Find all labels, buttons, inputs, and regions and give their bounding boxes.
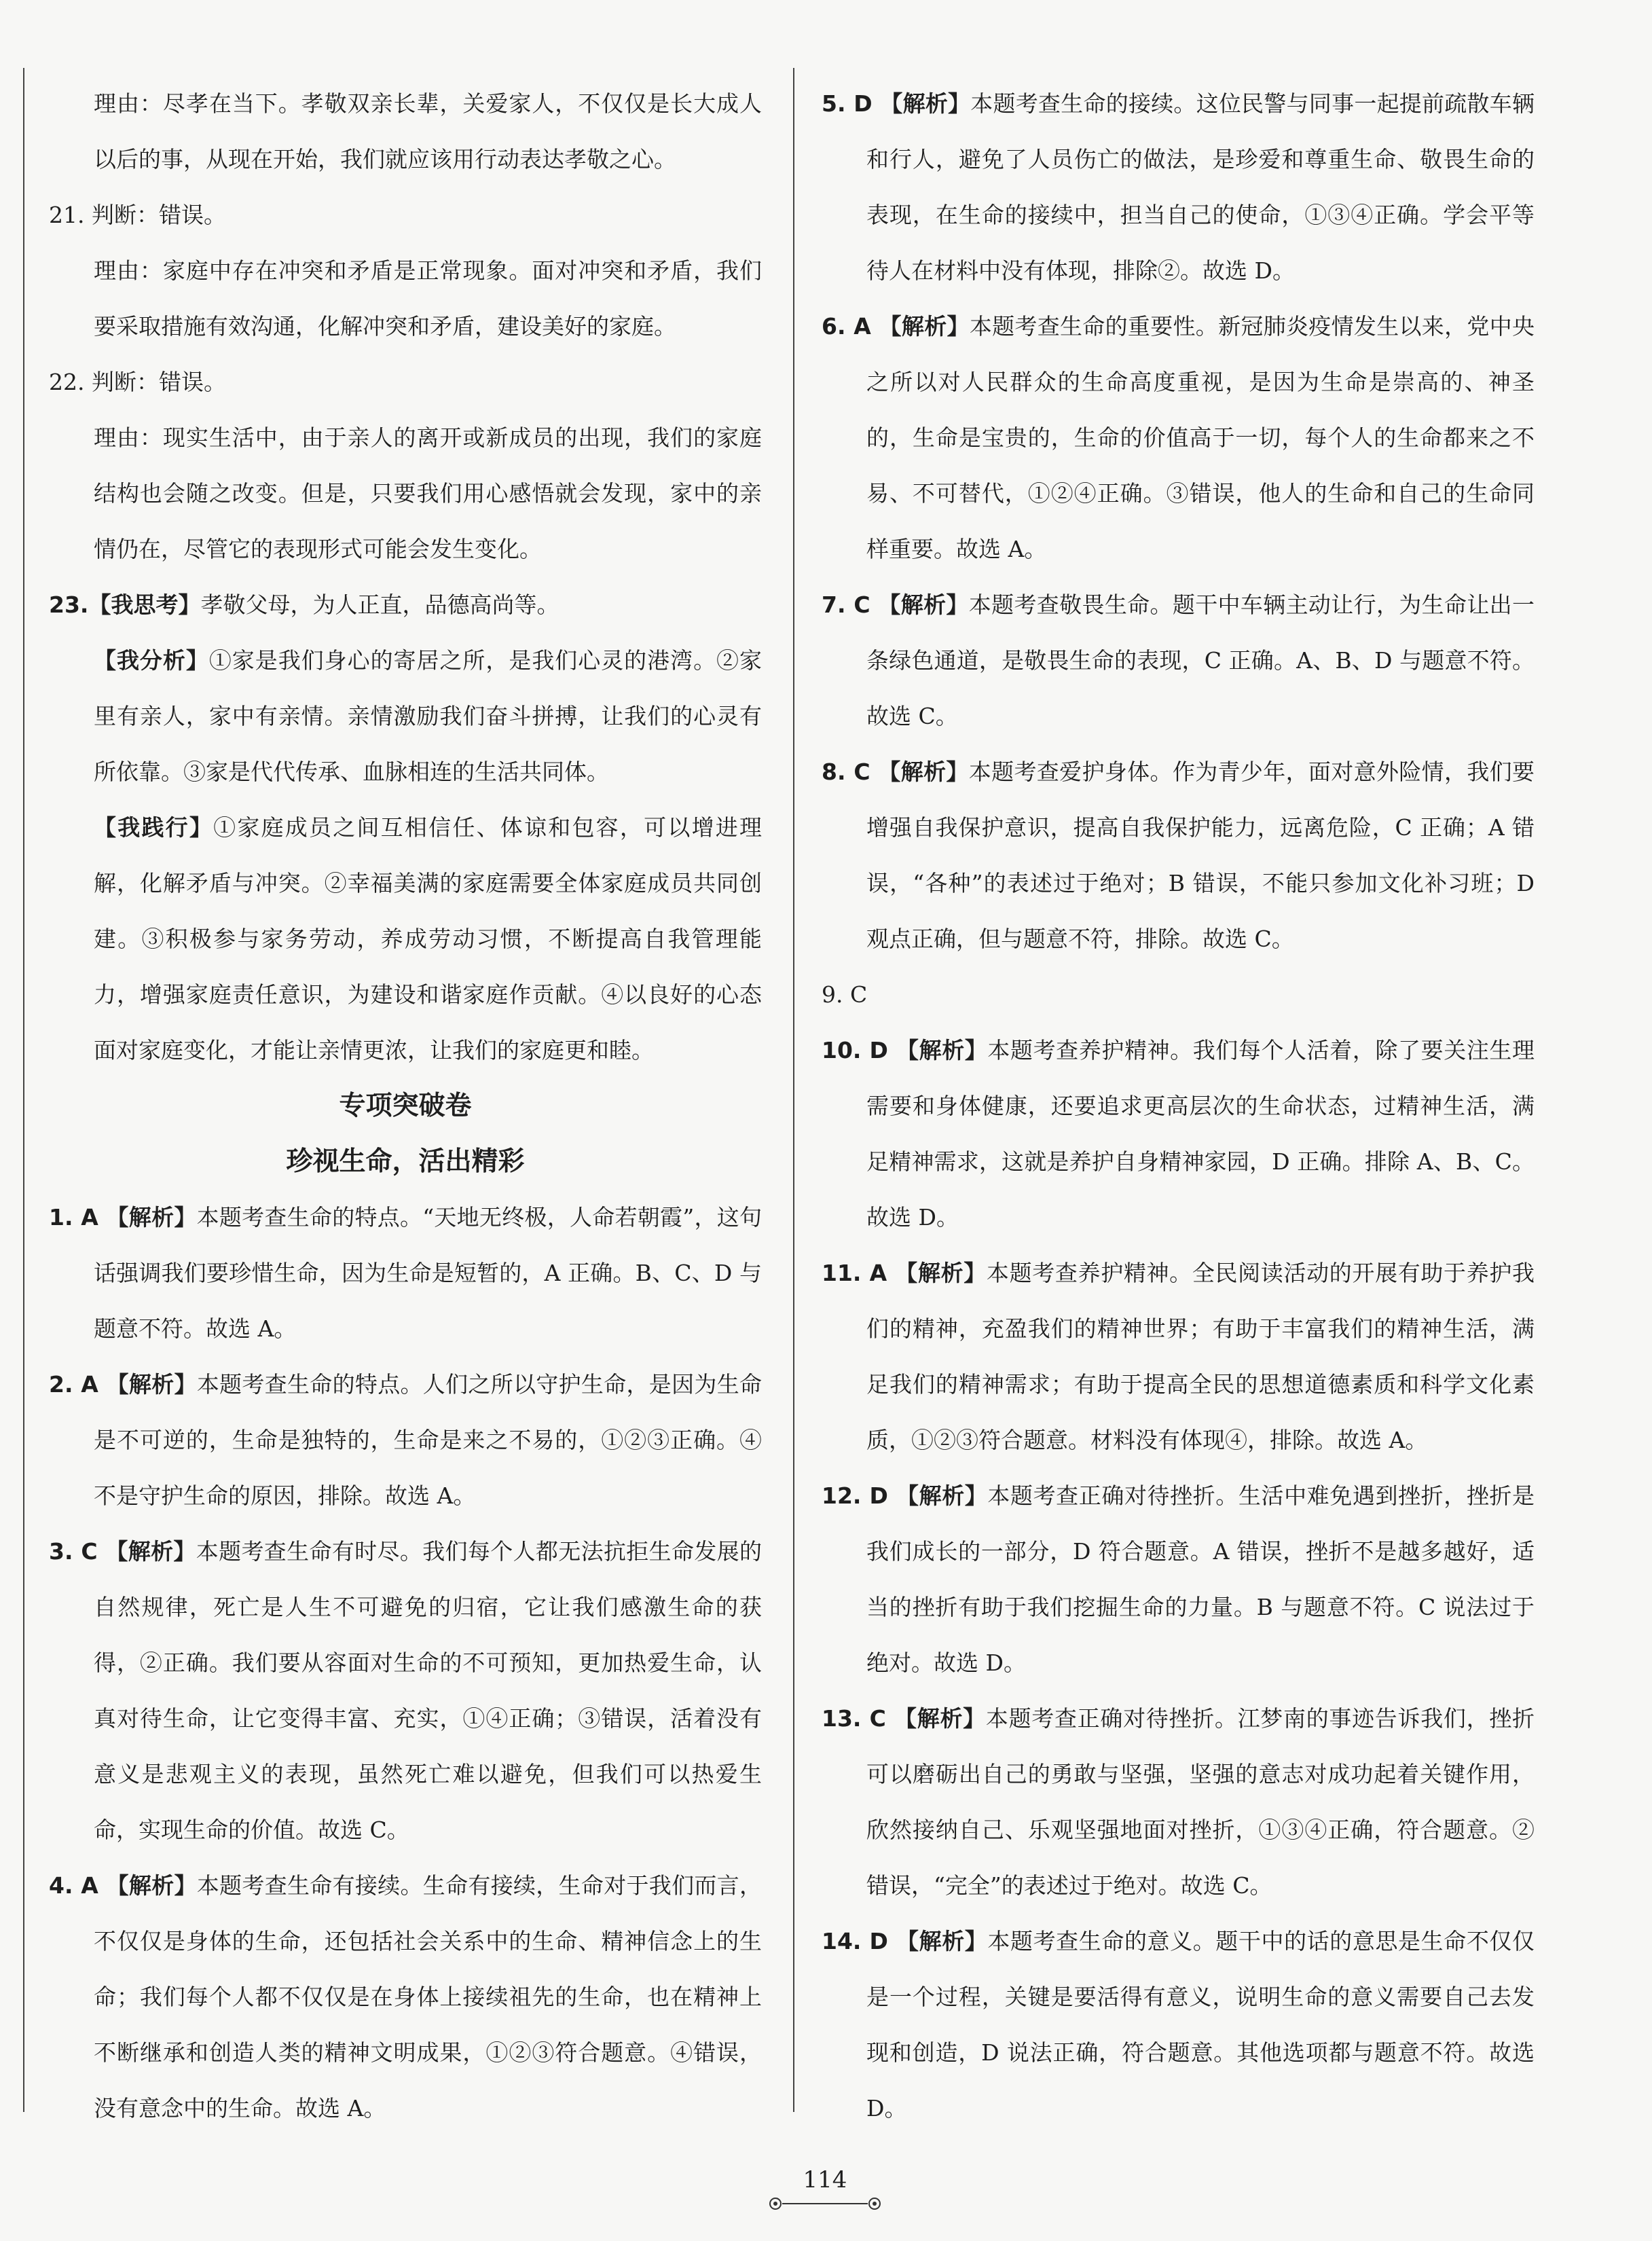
answer-tag: 13. C 【解析】 [822,1705,986,1732]
answer-tag: 7. C 【解析】 [822,591,969,618]
answer-text: ①家庭成员之间互相信任、体谅和包容，可以增进理解，化解矛盾与冲突。②幸福美满的家庭需要全体家庭成员共同创建。③积极参与家务劳动，养成劳动习惯，不断提高自我管理能力，增强家庭责任意识，为建设和谐家庭作贡献。④以良好的心态面对家庭变化，才能让亲情更浓，让我们的家庭更和睦。 [94,814,763,1063]
answer-paragraph [822,1468,1535,1691]
left-column [49,76,762,2136]
answer-text: 本题考查生命有接续。生命有接续，生命对于我们而言，不仅仅是身体的生命，还包括社会关系中的生命、精神信念上的生命；我们每个人都不仅仅是在身体上接续祖先的生命，也在精神上不断继承和创造人类的精神文明成果，①②③符合题意。④错误，没有意念中的生命。故选 A。 [94,1872,763,2121]
column-divider [793,68,794,2112]
answer-paragraph [49,577,762,633]
answer-tag: 3. C 【解析】 [49,1538,196,1565]
answer-tag: 8. C 【解析】 [822,759,969,785]
answer-paragraph [822,1023,1535,1245]
answer-paragraph [822,967,1535,1023]
answer-text: 9. C [822,981,868,1008]
answer-text: ①家是我们身心的寄居之所，是我们心灵的港湾。②家里有亲人，家中有亲情。亲情激励我们奋斗拼搏，让我们的心灵有所依靠。③家是代代传承、血脉相连的生活共同体。 [94,647,763,785]
right-column [822,76,1535,2136]
answer-text: 本题考查正确对待挫折。江梦南的事迹告诉我们，挫折可以磨砺出自己的勇敢与坚强，坚强的意志对成功起着关键作用，欣然接纳自己、乐观坚强地面对挫折，①③④正确，符合题意。②错误，“完全”的表述过于绝对。故选 C。 [866,1705,1535,1899]
answer-tag: 10. D 【解析】 [822,1037,988,1063]
answer-text: 理由：尽孝在当下。孝敬双亲长辈，关爱家人，不仅仅是长大成人以后的事，从现在开始，我们就应该用行动表达孝敬之心。 [94,90,762,172]
answer-text: 本题考查生命的接续。这位民警与同事一起提前疏散车辆和行人，避免了人员伤亡的做法，是珍爱和尊重生命、敬畏生命的表现，在生命的接续中，担当自己的使命，①③④正确。学会平等待人在材料中没有体现，排除②。故选 D。 [866,90,1535,284]
answer-tag: 14. D 【解析】 [822,1928,988,1954]
section-heading: 专项突破卷 [339,1091,472,1121]
answer-tag: 11. A 【解析】 [822,1260,987,1286]
answer-text: 理由：家庭中存在冲突和矛盾是正常现象。面对冲突和矛盾，我们要采取措施有效沟通，化解冲突和矛盾，建设美好的家庭。 [94,257,762,340]
answer-paragraph [49,243,762,354]
answer-text: 本题考查生命的特点。人们之所以守护生命，是因为生命是不可逆的，生命是独特的，生命是来之不易的，①②③正确。④不是守护生命的原因，排除。故选 A。 [94,1371,763,1509]
answer-tag: 【我践行】 [94,814,214,841]
answer-text: 本题考查正确对待挫折。生活中难免遇到挫折，挫折是我们成长的一部分，D 符合题意。A 错误，挫折不是越多越好，适当的挫折有助于我们挖掘生命的力量。B 与题意不符。C 说法过于绝对。故选 D。 [866,1482,1535,1676]
answer-paragraph [822,76,1535,299]
answer-tag: 6. A 【解析】 [822,313,970,340]
footer-ornament-icon [767,2193,883,2214]
answer-text: 本题考查生命的特点。“天地无终极，人命若朝霞”，这句话强调我们要珍惜生命，因为生命是短暂的，A 正确。B、C、D 与题意不符。故选 A。 [94,1204,762,1342]
answer-tag: 1. A 【解析】 [49,1204,197,1231]
answer-tag: 12. D 【解析】 [822,1482,988,1509]
answer-text: 21. 判断：错误。 [49,202,226,228]
answer-paragraph [49,1858,762,2136]
answer-tag: 【我分析】 [94,647,209,674]
answer-tag: 5. D 【解析】 [822,90,971,117]
answer-paragraph [822,577,1535,744]
answer-paragraph [49,410,762,577]
answer-paragraph [49,1190,762,1357]
answer-text: 本题考查敬畏生命。题干中车辆主动让行，为生命让出一条绿色通道，是敬畏生命的表现，C 正确。A、B、D 与题意不符。故选 C。 [866,591,1535,729]
answer-text: 本题考查生命的重要性。新冠肺炎疫情发生以来，党中央之所以对人民群众的生命高度重视，是因为生命是崇高的、神圣的，生命是宝贵的，生命的价值高于一切，每个人的生命都来之不易、不可替代，①②④正确。③错误，他人的生命和自己的生命同样重要。故选 A。 [866,313,1535,562]
answer-text: 本题考查爱护身体。作为青少年，面对意外险情，我们要增强自我保护意识，提高自我保护能力，远离危险，C 正确；A 错误，“各种”的表述过于绝对；B 错误，不能只参加文化补习班；D 观点正确，但与题意不符，排除。故选 C。 [866,759,1535,952]
left-margin-rule [23,68,24,2112]
answer-text: 理由：现实生活中，由于亲人的离开或新成员的出现，我们的家庭结构也会随之改变。但是，只要我们用心感悟就会发现，家中的亲情仍在，尽管它的表现形式可能会发生变化。 [94,424,762,562]
section-heading: 珍视生命，活出精彩 [286,1146,525,1177]
answer-paragraph [822,1914,1535,2136]
answer-text: 本题考查养护精神。全民阅读活动的开展有助于养护我们的精神，充盈我们的精神世界；有助于丰富我们的精神生活，满足我们的精神需求；有助于提高全民的思想道德素质和科学文化素质，①②③符合题意。材料没有体现④，排除。故选 A。 [866,1260,1535,1453]
answer-paragraph [49,187,762,243]
answer-text: 孝敬父母，为人正直，品德高尚等。 [200,591,559,618]
page-footer [767,2166,883,2221]
answer-paragraph [49,800,762,1078]
answer-tag: 4. A 【解析】 [49,1872,197,1899]
answer-paragraph [822,1245,1535,1468]
answer-text: 本题考查养护精神。我们每个人活着，除了要关注生理需要和身体健康，还要追求更高层次的生命状态，过精神生活，满足精神需求，这就是养护自身精神家园，D 正确。排除 A、B、C。故选 D。 [866,1037,1535,1231]
answer-paragraph [49,76,762,187]
answer-paragraph [822,1691,1535,1914]
answer-text: 22. 判断：错误。 [49,369,226,395]
answer-tag: 23.【我思考】 [49,591,201,618]
page-number: 114 [803,2166,847,2193]
answer-paragraph [822,744,1535,967]
answer-tag: 2. A 【解析】 [49,1371,197,1398]
answer-paragraph [49,1357,762,1524]
answer-paragraph [49,1524,762,1858]
answer-paragraph [49,633,762,800]
answer-paragraph [49,354,762,410]
answer-paragraph [822,299,1535,577]
answer-text: 本题考查生命的意义。题干中的话的意思是生命不仅仅是一个过程，关键是要活得有意义，说明生命的意义需要自己去发现和创造，D 说法正确，符合题意。其他选项都与题意不符。故选 D。 [866,1928,1535,2121]
answer-text: 本题考查生命有时尽。我们每个人都无法抗拒生命发展的自然规律，死亡是人生不可避免的归宿，它让我们感激生命的获得，②正确。我们要从容面对生命的不可预知，更加热爱生命，认真对待生命，让它变得丰富、充实，①④正确；③错误，活着没有意义是悲观主义的表现，虽然死亡难以避免，但我们可以热爱生命，实现生命的价值。故选 C。 [94,1538,763,1843]
